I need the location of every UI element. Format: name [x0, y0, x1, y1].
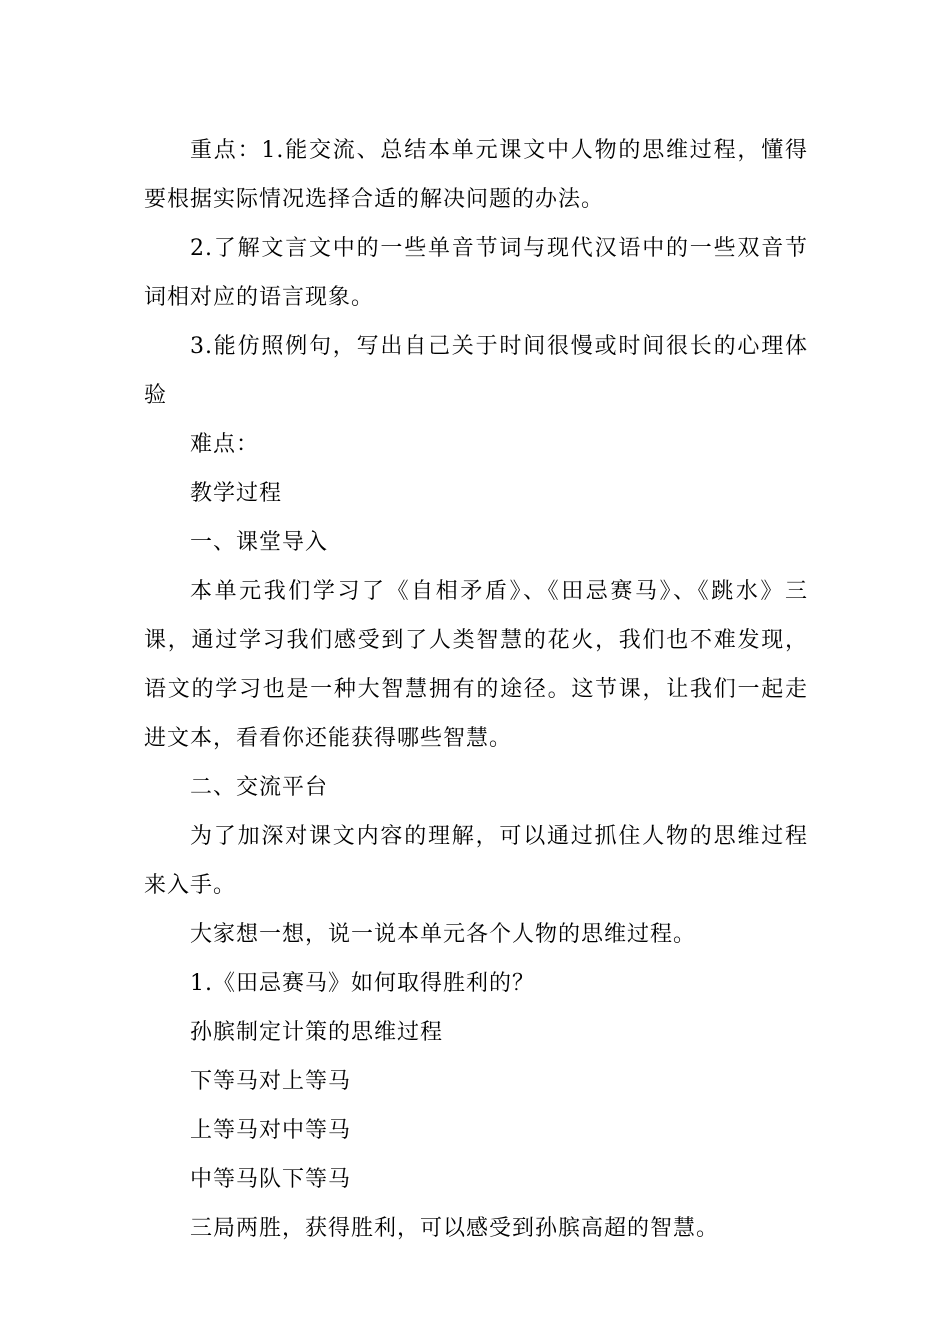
paragraph-key-points-1: 重点：1.能交流、总结本单元课文中人物的思维过程，懂得要根据实际情况选择合适的解决问题的办法。 — [144, 138, 808, 212]
heading-exchange-platform: 二、交流平台 — [190, 775, 329, 800]
heading-introduction: 一、课堂导入 — [190, 530, 329, 555]
list-item-match-2: 上等马对中等马 — [190, 1118, 352, 1143]
document-body — [144, 126, 808, 1253]
paragraph-difficulties: 难点： — [190, 432, 260, 457]
paragraph-discussion-prompt: 大家想一想，说一说本单元各个人物的思维过程。 — [190, 922, 697, 947]
list-item-match-3: 中等马队下等马 — [190, 1167, 352, 1192]
paragraph-key-points-3: 3.能仿照例句，写出自己关于时间很慢或时间很长的心理体验 — [144, 334, 808, 408]
question-tianji-horse-race: 1.《田忌赛马》如何取得胜利的？ — [190, 971, 535, 996]
paragraph-introduction: 本单元我们学习了《自相矛盾》、《田忌赛马》、《跳水》三课，通过学习我们感受到了人类智慧的花火，我们也不难发现，语文的学习也是一种大智慧拥有的途径。这节课，让我们一起走进文本，看看你还能获得哪些智慧。 — [144, 579, 808, 751]
paragraph-sunbin-strategy: 孙膑制定计策的思维过程 — [190, 1020, 444, 1045]
paragraph-conclusion: 三局两胜，获得胜利，可以感受到孙膑高超的智慧。 — [190, 1216, 720, 1241]
list-item-match-1: 下等马对上等马 — [190, 1069, 352, 1094]
paragraph-key-points-2: 2.了解文言文中的一些单音节词与现代汉语中的一些双音节词相对应的语言现象。 — [144, 236, 808, 310]
paragraph-exchange-intro: 为了加深对课文内容的理解，可以通过抓住人物的思维过程来入手。 — [144, 824, 808, 898]
heading-teaching-process: 教学过程 — [190, 481, 283, 506]
